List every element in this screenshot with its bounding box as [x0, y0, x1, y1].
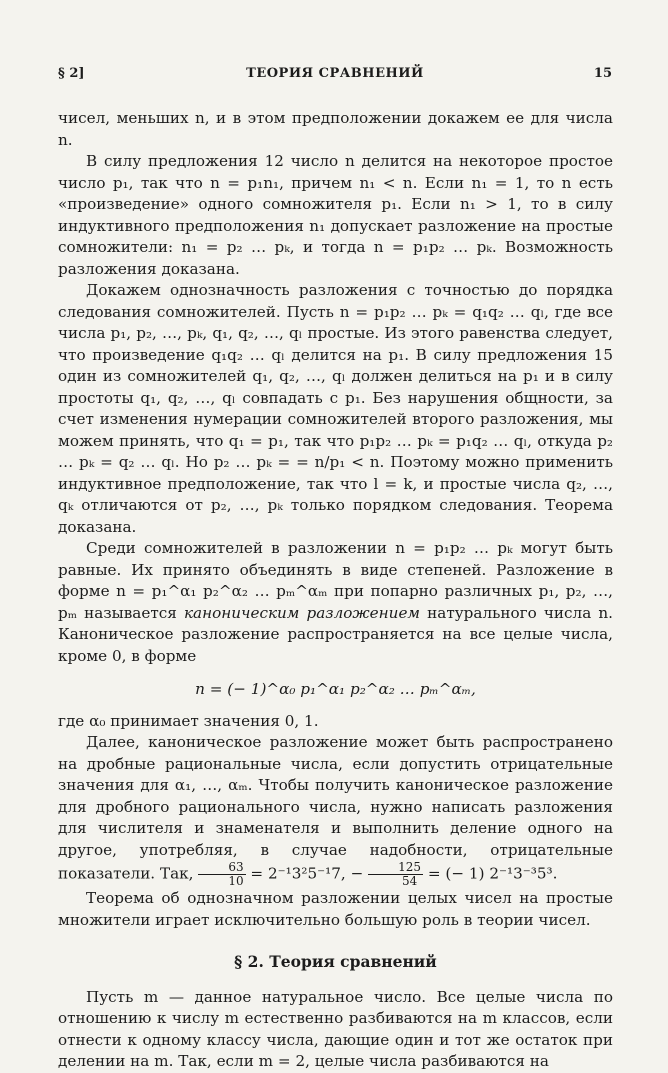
page-body: [58, 108, 613, 1073]
numerator: 63: [198, 861, 245, 875]
fraction: [198, 861, 245, 888]
term-emphasis: каноническим разложением: [183, 603, 421, 622]
display-formula: n = (− 1)^α₀ p₁^α₁ p₂^α₂ … pₘ^αₘ,: [195, 680, 476, 698]
paragraph: Теорема об однозначном разложении целых чисел на простые множители играет исключительно большую роль в теории чисел.: [58, 889, 613, 929]
fraction: [368, 861, 423, 888]
denominator: 54: [401, 874, 418, 888]
paragraph: Докажем однозначность разложения с точностью до порядка следования сомножителей. Пусть n = p₁p₂ … pₖ = q₁q₂ … qₗ, где все числа p₁, p₂, …, pₖ, q₁, q₂, …, qₗ простые. Из этого равенства следует, что произведение q₁q₂ … qₗ делится на p₁. В силу предложения 15 один из сомножителей q₁, q₂, …, qₗ должен делиться на p₁ и в силу простоты q₁, q₂, …, qₗ совпадать с p₁. Без нарушения общности, за счет изменения нумерации сомножителей второго разложения, мы можем принять, что q₁ = p₁, так что p₁p₂ … pₖ = p₁q₂ … qₗ, откуда p₂ … pₖ = q₂ … qₗ. Но p₂ … pₖ = = n/p₁ < n. Поэтому можно применить индуктивное предположение, так что l = k, и простые числа q₂, …, qₖ отличаются от p₂, …, pₖ только порядком следования. Теорема доказана.: [58, 281, 613, 536]
denominator: 10: [228, 874, 244, 888]
paragraph-text: натурального числа n. Каноническое разложение распространяется на все целые числа, кроме 0, в форме: [58, 603, 614, 665]
paragraph: Пусть m — данное натуральное число. Все целые числа по отношению к числу m естественно разбиваются на m классов, если отнести к одному классу числа, дающие один и тот же остаток при делении на m. Так, если m = 2, целые числа разбиваются на: [58, 987, 613, 1070]
paragraph: где α₀ принимает значения 0, 1.: [58, 711, 319, 730]
numerator: 125: [368, 861, 423, 875]
paragraph-text: = (− 1) 2⁻¹3⁻³5³.: [427, 864, 558, 883]
paragraph: [58, 732, 613, 888]
paragraph-text: Среди сомножителей в разложении n = p₁p₂ … pₖ могут быть равные. Их принято объединять в виде степеней. Разложение в форме n = p₁^α₁ p₂^α₂ … pₘ^αₘ при попарно различных p₁, p₂, …, pₘ называется: [58, 539, 613, 622]
paragraph-text: = 2⁻¹3²5⁻¹7, −: [250, 864, 364, 883]
paragraph: [58, 538, 613, 667]
running-header: [58, 66, 612, 88]
paragraph-text: Далее, каноническое разложение может быть распространено на дробные рациональные числа, если допустить отрицательные значения для α₁, …, αₘ. Чтобы получить каноническое разложение для дробного рационального числа, нужно написать разложения для числителя и знаменателя и выполнить деление одного на другое, употребляя, в случае надобности, отрицательные показатели. Так,: [58, 733, 613, 883]
page-number: 15: [593, 66, 612, 81]
paragraph: В силу предложения 12 число n делится на некоторое простое число p₁, так что n = p₁n₁, причем n₁ < n. Если n₁ = 1, то n есть «произведение» одного сомножителя p₁. Если n₁ > 1, то в силу индуктивного предположения n₁ допускает разложение на простые сомножители: n₁ = p₂ … pₖ, и тогда n = p₁p₂ … pₖ. Возможность разложения доказана.: [58, 152, 613, 278]
paragraph: чисел, меньших n, и в этом предположении докажем ее для числа n.: [58, 109, 613, 149]
header-section-mark: § 2]: [58, 66, 85, 81]
section-title: § 2. Теория сравнений: [234, 952, 437, 971]
header-title: ТЕОРИЯ СРАВНЕНИЙ: [246, 66, 424, 81]
